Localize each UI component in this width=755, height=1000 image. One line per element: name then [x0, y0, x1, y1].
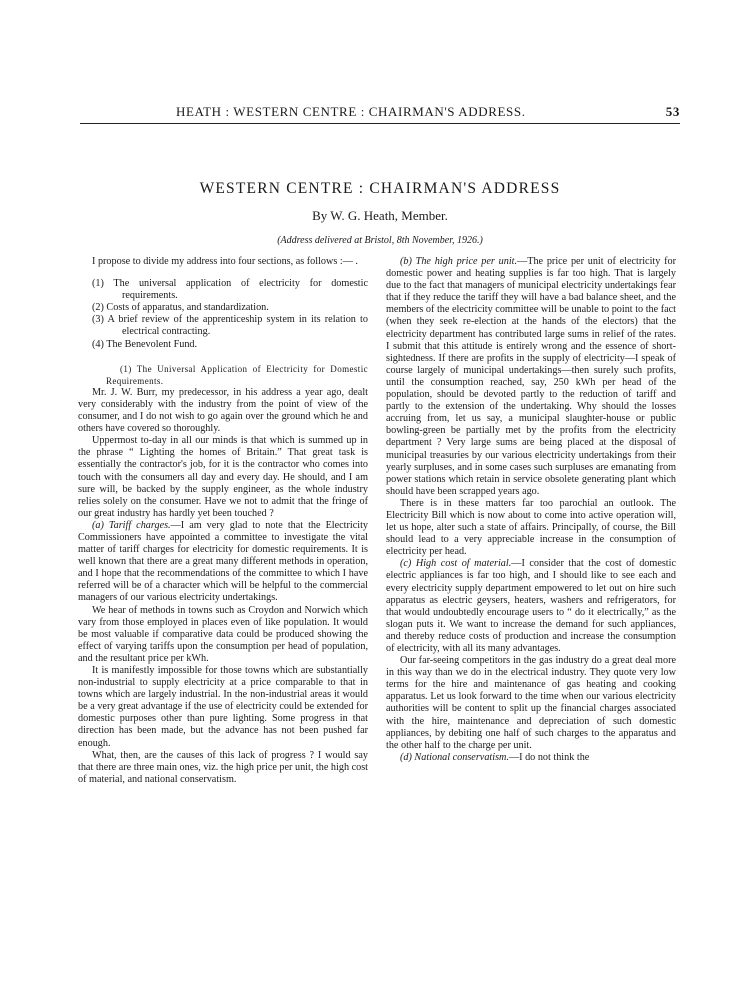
section-heading: (1) The Universal Application of Electricity for Domestic Requirements.	[106, 363, 368, 386]
header-rule	[80, 123, 680, 124]
paragraph-tariff	[78, 520, 368, 605]
delivery-note: (Address delivered at Bristol, 8th November, 1926.)	[277, 235, 483, 246]
paragraph-price	[386, 256, 676, 498]
page-number: 53	[665, 104, 680, 119]
paragraph: What, then, are the causes of this lack of progress ? I would say that there are three main ones, viz. the high price per unit, the high cost of material, and national conservatism.	[78, 749, 368, 785]
right-column	[386, 256, 676, 764]
left-column	[78, 256, 368, 786]
article-title: WESTERN CENTRE : CHAIRMAN'S ADDRESS	[199, 180, 561, 197]
list-item: (4) The Benevolent Fund.	[92, 338, 198, 350]
byline: By W. G. Heath, Member.	[312, 208, 448, 223]
paragraph-text: —I consider that the cost of domestic electric appliances is far too high, and I should like to see each and every electricity supply department empowered to let out on hire such apparatus as electric geysers, heaters, washers and refrigerators, for that would undoubtedly encourage users to “ do it electrically,” as the slogan puts it. We want to increase the demand for such appliances, and thereby reduce costs of production and increase the consumption of electricity, with all its many advantages.	[386, 558, 676, 654]
paragraph: Mr. J. W. Burr, my predecessor, in his address a year ago, dealt very considerably with the industry from the point of view of the consumer, and I do not wish to go again over the ground which he and others have covered so thoroughly.	[78, 386, 368, 435]
subheading: (c) High cost of material.	[400, 558, 512, 570]
paragraph-text: —I am very glad to note that the Electricity Commissioners have appointed a committee to investigate the vital matter of tariff charges for electricity for domestic requirements. It is well known that there are a great many different methods in operation, and I hope that the recommendations of the committee to which I have referred will be of a character which will be helpful to the commercial managers of our various electricity undertakings.	[78, 519, 368, 604]
paragraph-text: —The price per unit of electricity for domestic power and heating supplies is far too high. That is largely due to the fact that managers of municipal electricity undertakings fear that if they reduce the tariff they will have a bad balance sheet, and the members of the electricity committee will be unable to point to the fact (when they seek re-election at the hands of the electors) that the electricity department has contributed large sums in relief of the rates. I submit that this attitude is entirely wrong and the essence of short-sightedness. If there are profits in the supply of electricity—I speak of course largely of municipal undertakings—then surely such profits, until the consumption reached, say, 250 kWh per head of the population, should be devoted partly to the reduction of tariff and partly to the extension of the undertaking. Why should the losses accruing from, let us say, a municipal slaughter-house or public bowling-green be partially met by the profits from the electricity department ? Very large sums are being placed at the disposal of municipal treasuries by our various electricity undertakings from their yearly surpluses, and in some cases such surpluses are emanating from power stations which retain in service obsolete generating plant which should have been scrapped years ago.	[386, 256, 676, 497]
subheading: (b) The high price per unit.	[400, 256, 518, 267]
intro-paragraph: I propose to divide my address into four sections, as follows :— .	[92, 256, 358, 267]
paragraph-text: —I do not think the	[508, 751, 590, 763]
subheading: (a) Tariff charges.	[92, 519, 171, 531]
paragraph-material	[386, 558, 676, 655]
subheading: (d) National conservatism.	[400, 751, 509, 763]
paragraph: We hear of methods in towns such as Croydon and Norwich which vary from those employed in places even of like population. It would be most valuable if comparative data could be produced showing the effect of varying tariffs upon the consumption per head of population, and the resultant price per kWh.	[78, 604, 368, 664]
section-list	[78, 278, 368, 351]
running-title: HEATH : WESTERN CENTRE : CHAIRMAN'S ADDRESS.	[176, 104, 526, 119]
paragraph: Our far-seeing competitors in the gas industry do a great deal more in this way than we do in the electrical industry. They quote very low terms for the hire and maintenance of gas heating and cooking apparatus. Let us look forward to the time when our various electricity authorities will be content to split up the financial charges associated with the hire, maintenance and depreciation of such domestic appliances, by debiting one half of such charges to the apparatus and the other half to the charge per unit.	[386, 655, 676, 751]
list-item: (2) Costs of apparatus, and standardization.	[92, 302, 269, 314]
paragraph: There is in these matters far too parochial an outlook. The Electricity Bill which is now about to come into active operation will, let us hope, alter such a state of affairs. Principally, of course, the Bill should lead to a very appreciable increase in the consumption of electricity per head.	[386, 497, 676, 558]
paragraph: Uppermost to-day in all our minds is that which is summed up in the phrase “ Lighting the homes of Britain.” That great task is essentially the contractor's job, for it is the contractor who comes into touch with the consumers all day and every day. He should, and I am sure will, be backed by the supply engineer, as the whole industry relies solely on the consumer. Have we not to admit that the fringe of our great industry has hardly yet been touched ?	[78, 435, 368, 519]
paragraph: It is manifestly impossible for those towns which are substantially non-industrial to supply electricity at a price comparable to that in towns which are largely industrial. In the non-industrial areas it would be a very great advantage if the use of electricity could be extended for domestic purposes other than pure lighting. Some progress in that direction has been made, but the advance has not been pushed far enough.	[78, 665, 368, 749]
list-item: (1) The universal application of electricity for domestic requirements.	[92, 278, 368, 302]
list-item: (3) A brief review of the apprenticeship system in its relation to electrical contracting.	[92, 314, 368, 338]
paragraph-conservatism	[386, 752, 676, 764]
